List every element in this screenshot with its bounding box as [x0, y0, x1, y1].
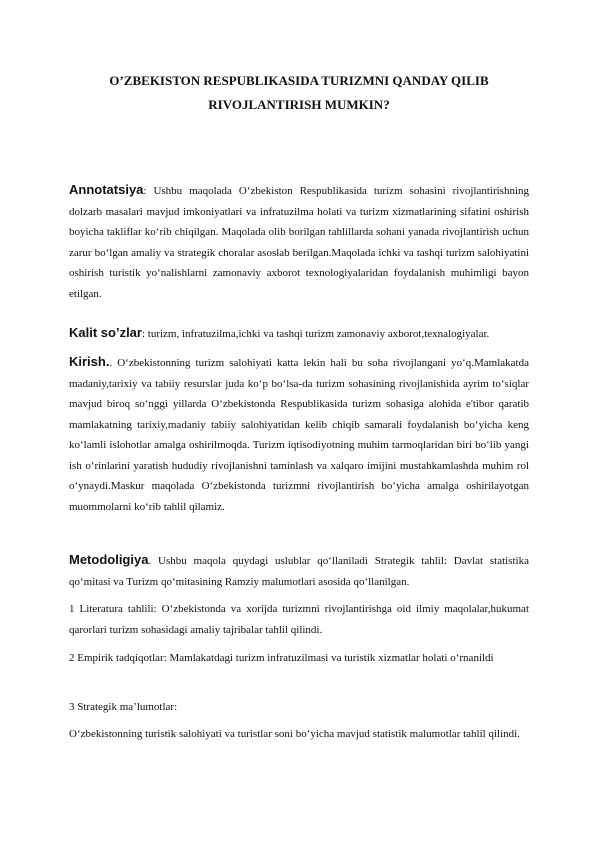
keywords-heading: Kalit so’zlar [69, 325, 142, 340]
methodology-paragraph [69, 550, 529, 592]
annotation-heading: Annotatsiya [69, 182, 144, 197]
keywords-text: : turizm, infratuzilma,ichki va tashqi turizm zamonaviy axborot,texnalogiyalar. [141, 328, 490, 340]
title-line-2: RIVOJLANTIRISH MUMKIN? [208, 97, 390, 112]
method-item-1: 1 Literatura tahlili: O‘zbekistonda va xorijda turizmni rivojlantirishga oid ilmiy maqolalar,hukumat qarorlari turizm sohasidagi amaliy tajribalar tahlil qilindi. [69, 603, 529, 636]
annotation-paragraph [69, 180, 529, 304]
method-item-2: 2 Empirik tadqiqotlar: Mamlakatdagi turizm infratuzilmasi va turistik xizmatlar holati o‘rnanildi [69, 652, 494, 664]
method-item-3: 3 Strategik ma’lumotlar: [69, 701, 178, 713]
title-line-1: O’ZBEKISTON RESPUBLIKASIDA TURIZMNI QANDAY QILIB [109, 73, 489, 88]
introduction-paragraph [69, 352, 529, 517]
annotation-text: : Ushbu maqolada O‘zbekiston Respublikasida turizm sohasini rivojlantirishning dolzarb masalari mavjud imkoniyatlari va infratuzilma holati va turizm xizmatlarining sifatini oshirish boyicha takliflar ko‘rib chiqilgan. Maqolada olib borilgan tahlillarda sohani yanada rivojlantirish uchun zarur bo‘lgan amaliy va strategik choralar asoslab berilgan.Maqolada ichki va tashqi turizm salohiyatini oshirish turistik yo‘nalishlarni zamonaviy axborot texnologiyalaridan foydalanish muhimligi bayon etilgan. [69, 185, 529, 300]
keywords-paragraph [69, 323, 529, 345]
method-item-4: O‘zbekistonning turistik salohiyati va turistlar soni bo‘yicha mavjud statistik malumotlar tahlil qilindi. [69, 728, 520, 740]
introduction-heading: Kirish. [69, 354, 110, 369]
methodology-text: . Ushbu maqola quydagi uslublar qo‘llaniladi Strategik tahlil: Davlat statistika qo‘mitasi va Turizm qo‘mitasining Ramziy malumotlari asosida qo‘llanilgan. [69, 555, 529, 588]
introduction-text: . O‘zbekistonning turizm salohiyati katta lekin hali bu soha rivojlangani yo‘q.Mamlakatda madaniy,tarixiy va tabiiy resurslar juda ko‘p bo‘lsa-da turizm sohasining rivojlanishida ayrim to‘siqlar mavjud biroq so‘nggi yillarda O‘zbekistonda Respublikasida turizm sohasiga alohida e'tibor qaratib mamlakatning tarixiy,madaniy tabiiy salohiyatidan kelib chiqib samarali foydalanish bo‘yicha keng ko‘lamli islohotlar amalga oshirilmoqda. Turizm iqtisodiyotning muhim tarmoqlaridan biri bo‘lib yangi ish o‘rinlarini yaratish hududiy rivojlanishni taminlash va xalqaro imijini mustahkamlashda muhim rol o‘ynaydi.Maskur maqolada O‘zbekistonda turizmni rivojlantirish bo‘yicha amalga oshirilayotgan muommolarni ko‘rib tahlil qilamiz. [69, 357, 529, 513]
methodology-heading: Metodoligiya [69, 552, 149, 567]
paper-title [69, 69, 529, 117]
